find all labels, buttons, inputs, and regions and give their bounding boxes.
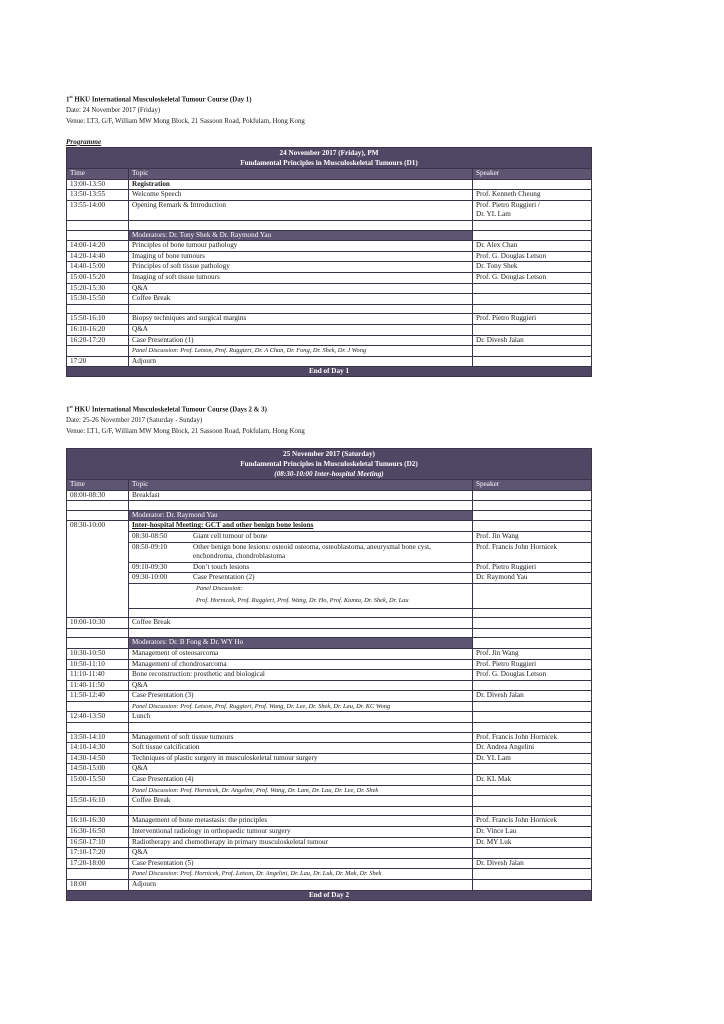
programme-label: Programme xyxy=(66,138,102,146)
day1-column-header xyxy=(67,169,592,180)
table-row: 17:20 Adjourn xyxy=(67,356,592,367)
table-row: 15:50-16:10 Biopsy techniques and surgical margins Prof. Pietro Ruggieri xyxy=(67,314,592,325)
spacer-row xyxy=(67,723,592,733)
table-row: 13:55-14:00 Opening Remark & Introduction Prof. Pietro Ruggieri / Dr. YL Lam xyxy=(67,200,592,220)
table-row: 14:20-14:40 Imaging of bone tumours Prof. G. Douglas Letson xyxy=(67,251,592,262)
panel-row: Panel Discussion: Prof. Hornicek, Prof. Letson, Dr. Angelini, Dr. Lau, Dr. Luk, Dr. Mak, Dr. Shek xyxy=(67,869,592,880)
table-row: 10:00-10:30 Coffee Break xyxy=(67,618,592,629)
spacer-row xyxy=(67,501,592,511)
day23-title: 1st HKU International Musculoskeletal Tumour Course (Days 2 & 3) xyxy=(66,404,267,414)
day2-end-band: End of Day 2 xyxy=(67,890,592,900)
table-row: 13:50-14:10 Management of soft tissue tumours Prof. Francis John Hornicek xyxy=(67,732,592,743)
table-row: 08:30-08:50 Giant cell tumour of bone Prof. Jin Wang xyxy=(67,531,592,542)
table-row: 14:10-14:30 Soft tissue calcification Dr. Andrea Angelini xyxy=(67,743,592,754)
table-row: 09:30-10:00 Case Presentation (2) Dr. Raymond Yau xyxy=(67,573,592,584)
day2-band-subtitle: (08:30-10:00 Inter-hospital Meeting) xyxy=(274,470,384,478)
table-row: 09:10-09:30 Don’t touch lesions Prof. Pietro Ruggieri xyxy=(67,562,592,573)
day1-title: 1st HKU International Musculoskeletal Tumour Course (Day 1) xyxy=(66,94,252,104)
day1-header xyxy=(66,91,305,127)
table-row: 12:40-13:50 Lunch xyxy=(67,712,592,723)
panel-row: Panel Discussion: Prof. Hornicek, Prof. Ruggieri, Prof. Wang, Dr. Ho, Prof. Kumta, Dr. Shek, Dr. Lau xyxy=(67,583,592,608)
table-row: 14:30-14:50 Techniques of plastic surgery in musculoskeletal tumour surgery Dr. YL Lam xyxy=(67,753,592,764)
day1-date: Date: 24 November 2017 (Friday) xyxy=(66,107,161,115)
day2-table xyxy=(66,448,592,901)
table-row: 15:00-15:20 Imaging of soft tissue tumours Prof. G. Douglas Letson xyxy=(67,272,592,283)
table-row: 15:30-15:50 Coffee Break xyxy=(67,294,592,305)
day2-band-title: Fundamental Principles in Musculoskeletal Tumours (D2) xyxy=(240,460,418,468)
table-row: 14:00-14:20 Principles of bone tumour pathology Dr. Alex Chan xyxy=(67,241,592,252)
table-row: 17:10-17:20 Q&A xyxy=(67,848,592,859)
table-row: 15:50-16:10 Coffee Break xyxy=(67,796,592,807)
panel-discussion: Panel Discussion: Prof. Letson, Prof. Ruggieri, Dr. A Chan, Dr. Fong, Dr. Shek, Dr. J Wong xyxy=(129,346,473,357)
spacer-row xyxy=(67,628,592,638)
day1-band xyxy=(67,148,592,169)
table-row: 13:00-13:50 Registration xyxy=(67,179,592,190)
table-row: 11:10-11:40 Bone reconstruction: prosthetic and biological Prof. G. Douglas Letson xyxy=(67,670,592,681)
table-row: 11:50-12:40 Case Presentation (3) Dr. Divesh Jalan xyxy=(67,691,592,702)
day1-band-date: 24 November 2017 (Friday), PM xyxy=(279,149,379,157)
day2-band xyxy=(67,449,592,480)
table-row: 10:50-11:10 Management of chondrosarcoma Prof. Pietro Ruggieri xyxy=(67,659,592,670)
day1-table xyxy=(66,147,592,377)
table-row: 14:40-15:00 Principles of soft tissue pathology Dr. Tony Shek xyxy=(67,262,592,273)
moderator-row: Moderator: Dr. Raymond Yau xyxy=(67,510,592,521)
day1-venue: Venue: LT3, G/F, William MW Mong Block, 21 Sassoon Road, Pokfulam, Hong Kong xyxy=(66,118,305,126)
table-row: 08:50-09:10 Other benign bone lesions: osteoid osteoma, osteoblastoma, aneurysmal bone cyst, enchondroma, chondroblastoma Prof. Francis John Hornicek xyxy=(67,542,592,562)
table-row: 15:20-15:30 Q&A xyxy=(67,283,592,294)
panel-row: Panel Discussion: Prof. Hornicek, Dr. Angelini, Prof. Wang, Dr. Lam, Dr. Lau, Dr. Lee, Dr. Shek xyxy=(67,785,592,796)
table-row: 16:10-16:30 Management of bone metastasis: the principles Prof. Francis John Hornicek xyxy=(67,816,592,827)
table-row: 16:20-17:20 Case Presentation (1) Dr. Divesh Jalan xyxy=(67,335,592,346)
table-row: 16:50-17:10 Radiotherapy and chemotherapy in primary musculoskeletal tumour Dr. MY Luk xyxy=(67,837,592,848)
table-row: 15:00-15:50 Case Presentation (4) Dr. KL Mak xyxy=(67,775,592,786)
moderator-row: Moderators: Dr. B Fong & Dr. WY Ho xyxy=(67,638,592,649)
table-row: 13:50-13:55 Welcome Speech Prof. Kenneth Cheung xyxy=(67,190,592,201)
spacer-row xyxy=(67,304,592,314)
table-row: 11:40-11:50 Q&A xyxy=(67,680,592,691)
table-row: 16:30-16:50 Interventional radiology in orthopaedic tumour surgery Dr. Vince Lau xyxy=(67,827,592,838)
day2-column-header: Time Topic Speaker xyxy=(67,480,592,491)
day23-venue: Venue: LT1, G/F, William MW Mong Block, 21 Sassoon Road, Pokfulam, Hong Kong xyxy=(66,428,305,436)
day1-end-band: End of Day 1 xyxy=(67,367,592,377)
day23-header xyxy=(66,401,305,437)
table-row: 14:50-15:00 Q&A xyxy=(67,764,592,775)
col-topic: Topic xyxy=(129,169,473,180)
panel-row xyxy=(67,346,592,357)
table-row: 16:10-16:20 Q&A xyxy=(67,324,592,335)
table-row: 08:00-08:30 Breakfast xyxy=(67,490,592,501)
spacer-row xyxy=(67,220,592,230)
ihm-title-row: 08:30-10:00 Inter-hospital Meeting: GCT and other benign bone lesions xyxy=(67,521,592,532)
panel-row: Panel Discussion: Prof. Letson, Prof. Ruggieri, Prof. Wang, Dr. Lee, Dr. Shek, Dr. Lau, Dr. KC Wong xyxy=(67,701,592,712)
day23-date: Date: 25-26 November 2017 (Saturday - Sunday) xyxy=(66,417,203,425)
table-row: 18:00 Adjourn xyxy=(67,879,592,890)
day2-band-date: 25 November 2017 (Saturday) xyxy=(283,450,375,458)
table-row: 17:20-18:00 Case Presentation (5) Dr. Divesh Jalan xyxy=(67,858,592,869)
table-row: 10:30-10:50 Management of osteosarcoma Prof. Jin Wang xyxy=(67,648,592,659)
day1-band-title: Fundamental Principles in Musculoskeletal Tumours (D1) xyxy=(240,159,418,167)
spacer-row xyxy=(67,806,592,816)
col-speaker: Speaker xyxy=(473,169,592,180)
moderator-row xyxy=(67,230,592,241)
col-time: Time xyxy=(67,169,129,180)
moderators: Moderators: Dr. Tony Shek & Dr. Raymond Yau xyxy=(129,230,473,241)
